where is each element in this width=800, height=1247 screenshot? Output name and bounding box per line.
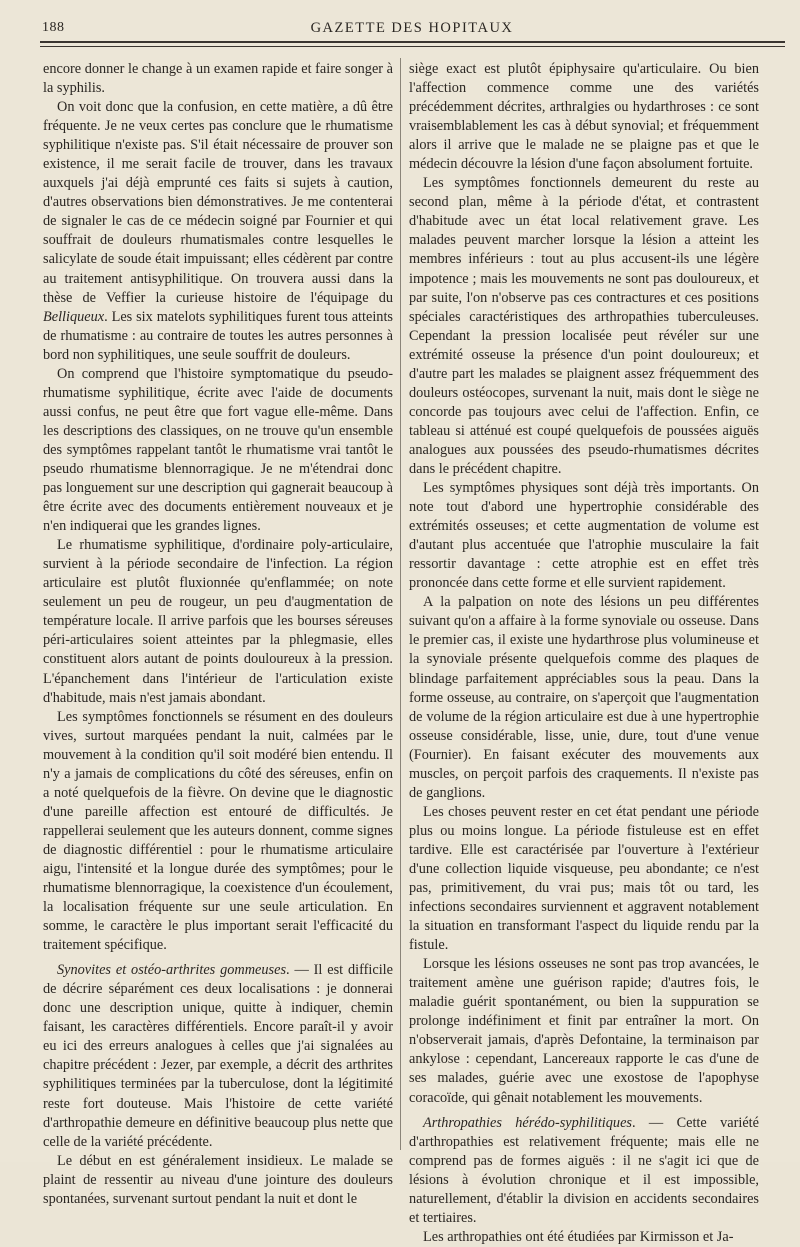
page-number: 188 — [42, 20, 65, 35]
paragraph — [43, 961, 393, 1151]
column-divider — [400, 58, 401, 1150]
paragraph-text: . — Cette variété d'arthropathies est relativement fréquente; mais elle ne comprend pas de formes aiguës : il ne s'agit ici que de lésions à évolution chronique et il est impossible, naturellement, d'établir la division en accidents secondaires et tertiaires. — [409, 1114, 759, 1226]
paragraph: On comprend que l'histoire symptomatique du pseudo-rhumatisme syphilitique, écrite avec l'aide de documents aussi confus, ne peut être que fort vague elle-même. Dans les descriptions des classiques, on ne trouve qu'un ensemble des symptômes rappelant tantôt le rhumatisme vrai tantôt le pseudo rhumatisme blennorragique. Je ne m'étendrai donc pas longuement sur une description qui gagnerait beaucoup à être écrite avec des documents entièrement nouveaux et je n'en indiquerai que les grandes lignes. — [43, 365, 393, 535]
section-heading: Synovites et ostéo-arthrites gommeuses — [57, 962, 287, 979]
paragraph: Les arthropathies ont été étudiées par Kirmisson et Ja- — [423, 1228, 734, 1245]
header-rule-thick — [40, 41, 785, 43]
left-column — [43, 60, 393, 1209]
paragraph: Le début en est généralement insidieux. Le malade se plaint de ressentir au niveau d'une jointure des douleurs spontanées, survenant surtout pendant la nuit et dont le — [43, 1152, 393, 1207]
paragraph: encore donner le change à un examen rapide et faire songer à la syphilis. — [43, 61, 393, 97]
header-rule-thin — [40, 46, 785, 47]
paragraph: siège exact est plutôt épiphysaire qu'articulaire. Ou bien l'affection commence comme une des variétés précédemment décrites, arthralgies ou hydarthroses : ce sont vraisemblablement les cas à début synovial; et fréquemment alors il arrive que le malade ne se plaigne pas et que le médecin découvre la lésion d'une façon absolument fortuite. — [409, 61, 759, 173]
paragraph: A la palpation on note des lésions un peu différentes suivant qu'on a affaire à la forme synoviale ou osseuse. Dans le premier cas, il existe une hydarthrose plus volumineuse et la synoviale présente quelquefois comme des plaques de blindage parfaitement appréciables sous la peau. Dans la forme osseuse, au contraire, on s'aperçoit que l'augmentation de volume de la région articulaire est due à une hypertrophie osseuse considérable, lisse, unie, dure, tout d'une venue (Fournier). En faisant exécuter des mouvements aux muscles, on perçoit parfois des craquements. Il n'existe pas de ganglions. — [409, 594, 759, 801]
paragraph-text: . — Il est difficile de décrire séparément ces deux localisations : je donnerai donc une description unique, quitte à indiquer, chemin faisant, les caractères différentiels. Encore paraît-il y avoir eu ici des erreurs analogues à celles que j'ai signalées au chapitre précédent : Jezer, par exemple, a décrit des arthrites syphilitiques terminées par la tuberculose, dont la légitimité reste fort douteuse. Mais l'histoire de cette variété d'arthropathie demeure en définitive beaucoup plus nette que celle de la variété précédente. — [43, 962, 393, 1150]
paragraph-text: On voit donc que la confusion, en cette matière, a dû être fréquente. Je ne veux certes pas conclure que le rhumatisme syphilitique n'existe pas. S'il était nécessaire de prouver son existence, il me serait facile de trouver, dans les travaux auxquels j'ai déjà emprunté ces faits si sujets à caution, d'autres observations bien démonstratives. Je me contenterai de signaler le cas de ce médecin soigné par Fournier et qui souffrait de douleurs rhumatismales contre lesquelles le salicylate de soude était impuissant; elles cédèrent par contre au traitement antisyphilitique. On trouvera aussi dans la thèse de Veffier la curieuse histoire de l'équipage du — [43, 99, 393, 306]
paragraph: Le rhumatisme syphilitique, d'ordinaire poly-articulaire, survient à la période secondaire de l'infection. La région articulaire est plutôt fluxionnée qu'enflammée; on note seulement un peu de rougeur, un peu d'augmentation de température locale. Il arrive parfois que les bourses séreuses péri-articulaires soient atteintes par la phlegmasie, elles constituent alors autant de points douloureux à la pression. L'épanchement dans l'intérieur de l'articulation existe d'habitude, mais n'est jamais abondant. — [43, 537, 393, 706]
paragraph — [43, 98, 393, 365]
paragraph: Lorsque les lésions osseuses ne sont pas trop avancées, le traitement amène une guérison rapide; d'autres fois, le maladie guérit spontanément, ou bien la suppuration se prolonge indéfiniment et finit par entraîner la mort. On n'observerait jamais, d'après Defontaine, la terminaison par ankylose : cependant, Lancereaux rapporte le cas d'une de ses malades, guérie avec une exostose de l'apophyse coracoïde, qui gênait notablement les mouvements. — [409, 956, 759, 1106]
running-title: GAZETTE DES HOPITAUX — [310, 20, 514, 36]
ship-name: Belliqueux — [43, 308, 105, 325]
paragraph: Les symptômes fonctionnels demeurent du reste au second plan, même à la période d'état, et contrastent d'habitude avec un état local relativement grave. Les malades peuvent marcher lorsque la lésion a atteint les membres inférieurs : tout au plus accusent-ils une légère impotence ; mais les mouvements ne sont pas douloureux, et par suite, l'on n'observe pas ces contractures et ces positions spéciales caractéristiques des arthropathies tuberculeuses. Cependant la pression localisée peut révéler sur une extrémité osseuse la présence d'un point douloureux; et d'autre part les malades se plaignent assez fréquemment des douleurs ostéocopes, survenant la nuit, mais dont le siège ne concorde pas toujours avec celui de l'affection. Enfin, ce tableau si atténué est coupé quelquefois de poussées aiguës analogues aux poussées des pseudo-rhumatismes décrites dans le précédent chapitre. — [409, 175, 759, 477]
section-heading: Arthropathies hérédo-syphilitiques — [423, 1114, 632, 1131]
paragraph: Les choses peuvent rester en cet état pendant une période plus ou moins longue. La période fistuleuse est en effet tardive. Elle est caractérisée par l'ouverture à l'extérieur d'une collection liquide visqueuse, peu abondante; ce n'est pas, primitivement, du vrai pus; mais tôt ou tard, les infections secondaires surviennent et aggravent notablement la situation en transformant l'aspect du liquide rendu par la fistule. — [409, 803, 759, 954]
right-column — [409, 60, 759, 1247]
paragraph — [409, 1114, 759, 1228]
paragraph: Les symptômes physiques sont déjà très importants. On note tout d'abord une hypertrophie considérable des extrémités osseuses; et cette augmentation de volume est d'autant plus accentuée que l'atrophie musculaire la fait ressortir davantage : cette atrophie est en effet très prononcée dans cette forme et elle survient rapidement. — [409, 480, 759, 592]
page-header — [40, 16, 784, 40]
paragraph-text: . Les six matelots syphilitiques furent tous atteints de rhumatisme : au contraire de toutes les autres personnes à bord non syphilitiques, une seule souffrit de douleurs. — [43, 308, 393, 363]
paragraph: Les symptômes fonctionnels se résument en des douleurs vives, surtout marquées pendant la nuit, calmées par le mouvement à la condition qu'il soit modéré bien entendu. Il n'y a jamais de complications du côté des séreuses, enfin on a noté quelquefois de la fièvre. On devine que le diagnostic d'une pareille affection est entouré de difficultés. Je rappellerai seulement que les auteurs donnent, comme signes de diagnostic différentiel : pour le rhumatisme articulaire aigu, l'intensité et la longue durée des symptômes; pour le rhumatisme blennorragique, la coexistence d'un écoulement, la localisation fréquente sur une seule articulation. En somme, le caractère le plus important serait l'efficacité du traitement spécifique. — [43, 708, 393, 954]
